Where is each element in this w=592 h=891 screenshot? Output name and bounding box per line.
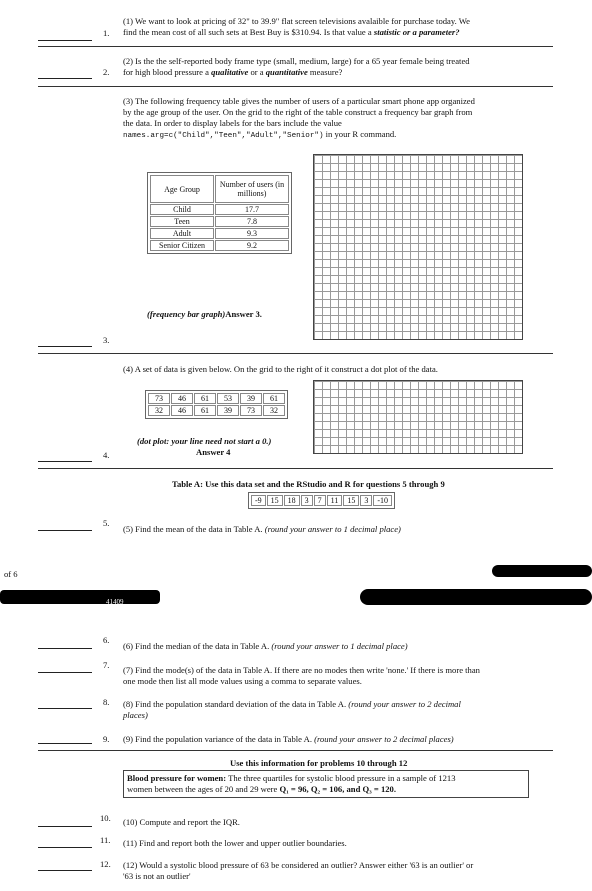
question-2-line-a: (2) Is the the self-reported body frame type (small, medium, large) for a 65 year female being treated bbox=[123, 56, 470, 66]
question-3-line-b: by the age group of the user. On the grid to the right of the table construct a frequency bar graph from bbox=[123, 107, 473, 117]
answer-blank-10[interactable] bbox=[38, 826, 92, 827]
question-number-12: 12. bbox=[100, 859, 111, 869]
question-7-line-a: (7) Find the mode(s) of the data in Table A. If there are no modes then write 'none.' If there is more than bbox=[123, 665, 480, 675]
question-number-7: 7. bbox=[103, 660, 110, 670]
question-number-3: 3. bbox=[103, 335, 110, 345]
question-4-note: (dot plot: your line need not start a 0.) bbox=[137, 436, 272, 446]
question-7 bbox=[123, 665, 553, 687]
answer-blank-12[interactable] bbox=[38, 870, 92, 871]
table-row: Adult 9.3 bbox=[150, 228, 289, 239]
answer-blank-3[interactable] bbox=[38, 346, 92, 347]
question-8-line-b: places) bbox=[123, 710, 148, 720]
answer-blank-8[interactable] bbox=[38, 708, 92, 709]
redaction-bar bbox=[492, 565, 592, 577]
question-12 bbox=[123, 860, 553, 882]
answer-blank-5[interactable] bbox=[38, 530, 92, 531]
bar-graph-grid[interactable] bbox=[313, 154, 523, 340]
redaction-bar bbox=[360, 589, 592, 605]
question-9: (9) Find the population variance of the data in Table A. (round your answer to 2 decimal places) bbox=[123, 734, 454, 744]
question-8 bbox=[123, 699, 553, 721]
question-number-5: 5. bbox=[103, 518, 110, 528]
answer-blank-9[interactable] bbox=[38, 743, 92, 744]
question-number-4: 4. bbox=[103, 450, 110, 460]
question-3 bbox=[123, 96, 553, 142]
info-line-b: women between the ages of 20 and 29 were Q₁ = 96, Q₂ = 106, and Q₃ = 120. bbox=[127, 784, 396, 794]
question-number-9: 9. bbox=[103, 734, 110, 744]
question-12-line-b: '63 is not an outlier' bbox=[123, 871, 191, 881]
divider bbox=[38, 86, 553, 87]
question-2 bbox=[123, 56, 553, 78]
question-6: (6) Find the median of the data in Table A. (round your answer to 1 decimal place) bbox=[123, 641, 408, 651]
question-1 bbox=[123, 16, 553, 38]
dataset-table: 73 46 61 53 39 61 32 46 61 39 73 32 bbox=[145, 390, 288, 419]
question-12-line-a: (12) Would a systolic blood pressure of 63 be considered an outlier? Answer either '63 is an outlier' or bbox=[123, 860, 474, 870]
info-box bbox=[123, 770, 529, 798]
question-11: (11) Find and report both the lower and upper outlier boundaries. bbox=[123, 838, 347, 848]
table-a-title: Table A: Use this data set and the RStudio and R for questions 5 through 9 bbox=[172, 479, 445, 489]
answer-4-label: Answer 4 bbox=[196, 447, 231, 457]
redaction-bar bbox=[0, 590, 160, 604]
answer-blank-2[interactable] bbox=[38, 78, 92, 79]
divider bbox=[38, 468, 553, 469]
answer-blank-11[interactable] bbox=[38, 847, 92, 848]
answer-blank-7[interactable] bbox=[38, 672, 92, 673]
dot-plot-grid[interactable] bbox=[313, 380, 523, 454]
question-number-8: 8. bbox=[103, 697, 110, 707]
question-1-line-a: (1) We want to look at pricing of 32" to 39.9" flat screen televisions avalaible for purchase today. We bbox=[123, 16, 470, 26]
question-number-6: 6. bbox=[103, 635, 110, 645]
table-header-age: Age Group bbox=[150, 175, 214, 203]
question-3-line-a: (3) The following frequency table gives the number of users of a particular smart phone app organized bbox=[123, 96, 475, 106]
answer-blank-6[interactable] bbox=[38, 648, 92, 649]
question-3-line-c: the data. In order to display labels for the bars include the value bbox=[123, 118, 342, 128]
answer-3-label: (frequency bar graph)Answer 3. bbox=[147, 309, 262, 319]
divider bbox=[38, 46, 553, 47]
table-row: Senior Citizen 9.2 bbox=[150, 240, 289, 251]
question-5: (5) Find the mean of the data in Table A. (round your answer to 1 decimal place) bbox=[123, 524, 401, 534]
table-row: Teen 7.8 bbox=[150, 216, 289, 227]
answer-blank-1[interactable] bbox=[38, 40, 92, 41]
question-number-10: 10. bbox=[100, 813, 111, 823]
question-3-line-d: names.arg=c("Child","Teen","Adult","Senior") in your R command. bbox=[123, 129, 397, 140]
question-8-line-a: (8) Find the population standard deviation of the data in Table A. (round your answer to 2 decimal bbox=[123, 699, 461, 709]
info-line-a: Blood pressure for women: The three quartiles for systolic blood pressure in a sample of 1213 bbox=[127, 773, 456, 783]
question-number-2: 2. bbox=[103, 67, 110, 77]
page-fragment: 41409 bbox=[106, 598, 124, 606]
table-row: Child 17.7 bbox=[150, 204, 289, 215]
table-a: -9 15 18 3 7 11 15 3 -10 bbox=[248, 492, 395, 509]
divider bbox=[38, 750, 553, 751]
question-number-11: 11. bbox=[100, 835, 111, 845]
divider bbox=[38, 353, 553, 354]
question-4: (4) A set of data is given below. On the grid to the right of it construct a dot plot of the data. bbox=[123, 364, 438, 374]
question-2-line-b: for high blood pressure a qualitative or a quantitative measure? bbox=[123, 67, 343, 77]
question-number-1: 1. bbox=[103, 28, 110, 38]
info-title: Use this information for problems 10 through 12 bbox=[230, 758, 408, 768]
answer-blank-4[interactable] bbox=[38, 461, 92, 462]
question-7-line-b: one mode then list all mode values using a comma to separate values. bbox=[123, 676, 362, 686]
question-10: (10) Compute and report the IQR. bbox=[123, 817, 240, 827]
question-1-line-b: find the mean cost of all such sets at Best Buy is $310.94. Is that value a statistic or a parameter? bbox=[123, 27, 460, 37]
frequency-table bbox=[147, 172, 292, 254]
page-marker: of 6 bbox=[4, 569, 18, 579]
table-header-users: Number of users (in millions) bbox=[215, 175, 289, 203]
